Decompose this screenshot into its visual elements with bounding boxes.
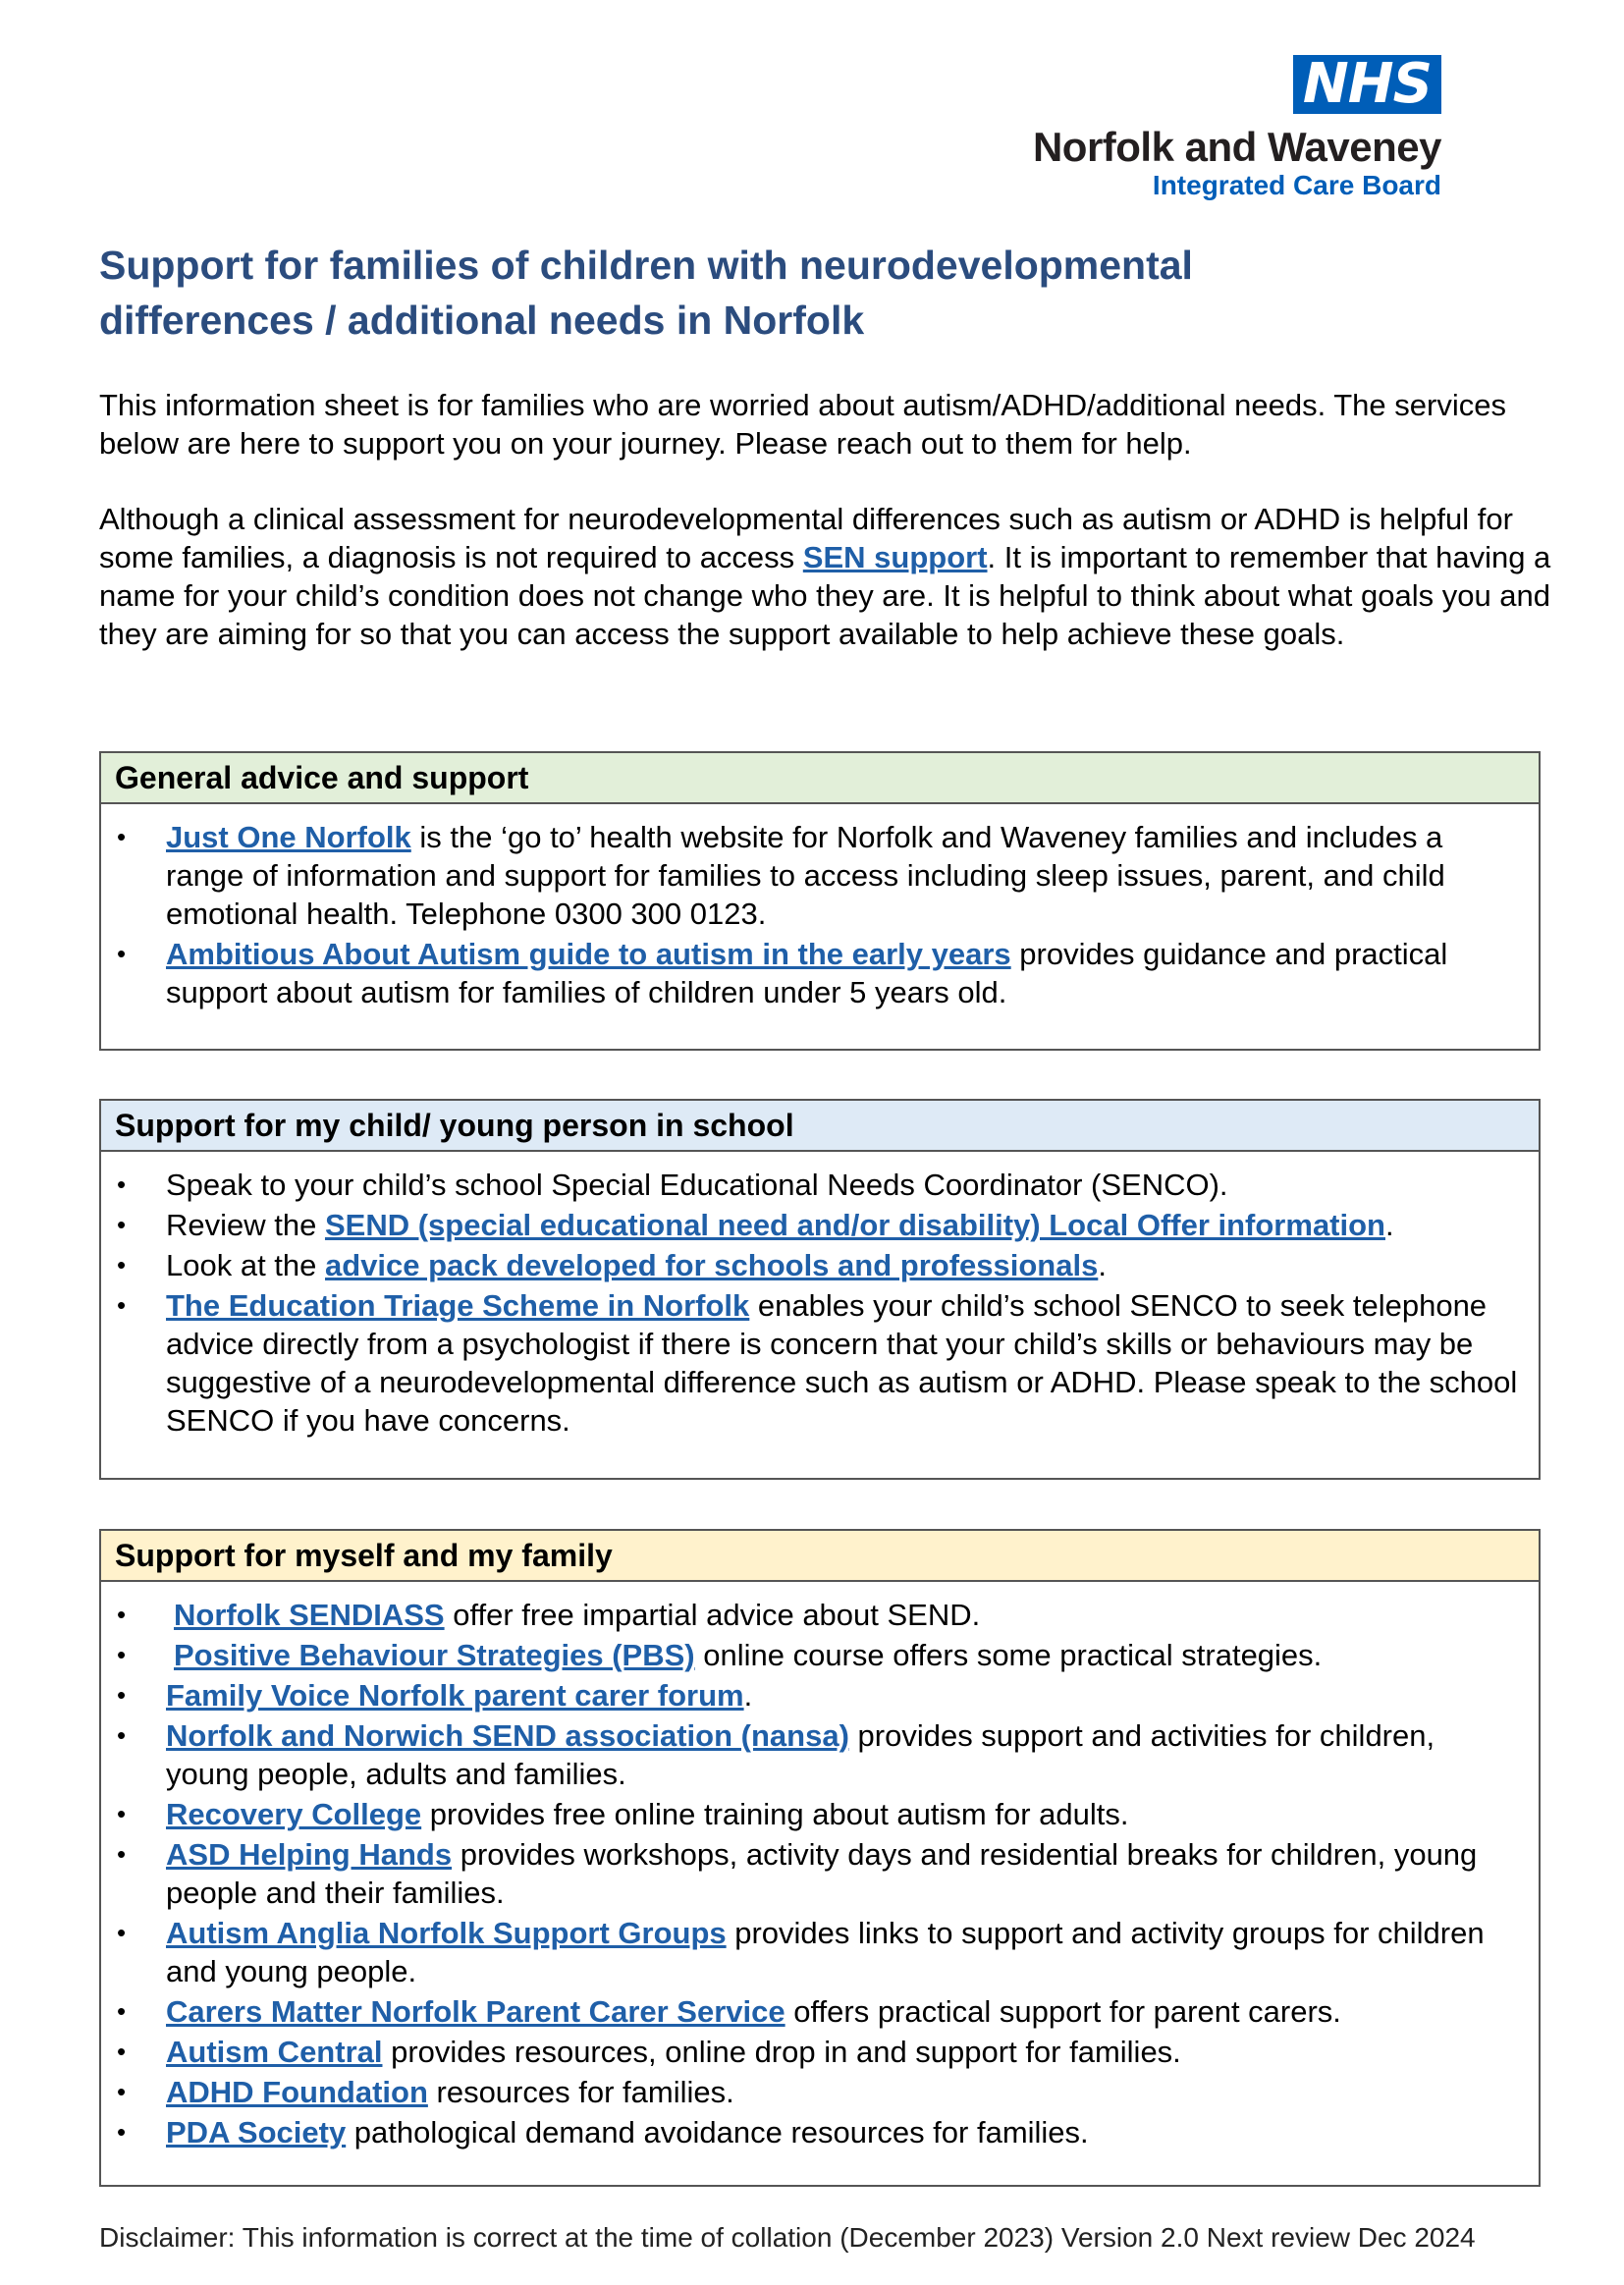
carers-matter-link[interactable]: Carers Matter Norfolk Parent Carer Service <box>166 1994 785 2029</box>
item-text: provides workshops, activity days and residential breaks for children, young people and their families. <box>166 1837 1478 1910</box>
item-text: Speak to your child’s school Special Educational Needs Coordinator (SENCO). <box>166 1168 1228 1202</box>
bullet-icon: • <box>117 2077 127 2106</box>
item-text: offer free impartial advice about SEND. <box>444 1598 981 1632</box>
item-text: . <box>1098 1248 1107 1282</box>
bullet-icon: • <box>117 1918 127 1947</box>
asd-helping-hands-link[interactable]: ASD Helping Hands <box>166 1837 453 1872</box>
list-item <box>101 1992 1519 2031</box>
autism-central-link[interactable]: Autism Central <box>166 2035 383 2069</box>
autism-anglia-link[interactable]: Autism Anglia Norfolk Support Groups <box>166 1916 727 1950</box>
list-item <box>101 818 1519 933</box>
bullet-icon: • <box>117 1170 127 1199</box>
item-text: provides resources, online drop in and support for families. <box>382 2035 1181 2069</box>
item-text: offers practical support for parent carers. <box>785 1994 1341 2029</box>
list-item <box>101 2033 1519 2071</box>
item-text: provides guidance and practical support about autism for families of children under 5 years old. <box>166 937 1448 1009</box>
item-text: . <box>1385 1208 1394 1242</box>
item-text: Review the <box>166 1208 325 1242</box>
nhs-logo <box>1032 52 1441 202</box>
recovery-college-link[interactable]: Recovery College <box>166 1797 422 1831</box>
list-item <box>101 1596 1519 1634</box>
pda-society-link[interactable]: PDA Society <box>166 2115 347 2149</box>
bullet-icon: • <box>117 1210 127 1239</box>
nhs-badge: NHS <box>1293 55 1441 114</box>
bullet-icon: • <box>117 1290 127 1320</box>
item-text: online course offers some practical strategies. <box>694 1638 1323 1672</box>
item-text: provides support and activities for children, young people, adults and families. <box>166 1718 1435 1791</box>
pbs-link[interactable]: Positive Behaviour Strategies (PBS) <box>174 1638 695 1672</box>
intro-paragraph-2 <box>99 500 1552 653</box>
intro-text-after: . It is important to remember that having a name for your child’s condition does not change who they are. It is helpful to think about what goals you and they are aiming for so that you can access the support available to help achieve these goals. <box>99 540 1551 651</box>
family-voice-link[interactable]: Family Voice Norfolk parent carer forum <box>166 1678 744 1713</box>
list-item <box>101 2073 1519 2111</box>
nansa-link[interactable]: Norfolk and Norwich SEND association (nansa) <box>166 1718 849 1753</box>
send-local-offer-link[interactable]: SEND (special educational need and/or disability) Local Offer information <box>324 1208 1385 1242</box>
list-item <box>101 1636 1519 1674</box>
item-text: . <box>743 1678 753 1713</box>
list-item <box>101 1166 1519 1204</box>
intro-paragraph-1: This information sheet is for families who are worried about autism/ADHD/additional needs. The services below are here to support you on your journey. Please reach out to them for help. <box>99 388 1506 461</box>
section-family-support <box>99 1529 1541 2187</box>
bullet-icon: • <box>117 1799 127 1828</box>
sen-support-link[interactable]: SEN support <box>802 540 988 574</box>
bullet-icon: • <box>117 822 127 851</box>
list-item <box>101 2113 1519 2151</box>
bullet-icon: • <box>117 2037 127 2066</box>
list-item <box>101 1914 1519 1990</box>
adhd-foundation-link[interactable]: ADHD Foundation <box>166 2075 428 2109</box>
section-general-advice <box>99 751 1541 1051</box>
bullet-icon: • <box>117 1720 127 1750</box>
list-item <box>101 1206 1519 1244</box>
list-item <box>101 1246 1519 1284</box>
section-school-support <box>99 1099 1541 1480</box>
section-heading: Support for my child/ young person in school <box>101 1101 1539 1152</box>
section-heading: Support for myself and my family <box>101 1531 1539 1582</box>
org-subtitle: Integrated Care Board <box>1152 170 1441 200</box>
just-one-norfolk-link[interactable]: Just One Norfolk <box>166 820 411 854</box>
ambitious-about-autism-link[interactable]: Ambitious About Autism guide to autism in the early years <box>166 937 1011 971</box>
bullet-icon: • <box>117 1839 127 1869</box>
item-text: enables your child’s school SENCO to seek telephone advice directly from a psychologist if there is concern that your child’s skills or behaviours may be suggestive of a neurodevelopmental difference such as autism or ADHD. Please speak to the school SENCO if you have concerns. <box>166 1288 1518 1438</box>
section-list <box>101 1582 1539 2151</box>
bullet-icon: • <box>117 939 127 968</box>
item-text: provides links to support and activity groups for children and young people. <box>166 1916 1485 1988</box>
org-name: Norfolk and Waveney <box>1032 124 1441 170</box>
disclaimer: Disclaimer: This information is correct at the time of collation (December 2023) Version 2.0 Next review Dec 2024 <box>99 2222 1476 2253</box>
bullet-icon: • <box>117 2117 127 2147</box>
list-item <box>101 1716 1519 1793</box>
item-text: pathological demand avoidance resources for families. <box>346 2115 1089 2149</box>
list-item <box>101 935 1519 1011</box>
bullet-icon: • <box>117 1600 127 1629</box>
list-item <box>101 1835 1519 1912</box>
intro-text-before: Although a clinical assessment for neurodevelopmental differences such as autism or ADHD is helpful for some families, a diagnosis is not required to access <box>99 502 1513 574</box>
list-item <box>101 1676 1519 1714</box>
section-list <box>101 804 1539 1011</box>
section-list <box>101 1152 1539 1440</box>
bullet-icon: • <box>117 1250 127 1279</box>
bullet-icon: • <box>117 1680 127 1710</box>
bullet-icon: • <box>117 1640 127 1669</box>
page-title: Support for families of children with neurodevelopmental differences / additional needs in Norfolk <box>99 243 1193 343</box>
item-text: provides free online training about autism for adults. <box>421 1797 1129 1831</box>
education-triage-link[interactable]: The Education Triage Scheme in Norfolk <box>166 1288 750 1323</box>
bullet-icon: • <box>117 1996 127 2026</box>
norfolk-sendiass-link[interactable]: Norfolk SENDIASS <box>174 1598 445 1632</box>
advice-pack-link[interactable]: advice pack developed for schools and professionals <box>325 1248 1099 1282</box>
section-heading: General advice and support <box>101 753 1539 804</box>
item-text: is the ‘go to’ health website for Norfolk and Waveney families and includes a range of information and support for families to access including sleep issues, parent, and child emotional health. Telephone 0300 300 0123. <box>166 820 1445 931</box>
item-text: Look at the <box>166 1248 326 1282</box>
item-text: resources for families. <box>427 2075 734 2109</box>
list-item <box>101 1286 1519 1440</box>
list-item <box>101 1795 1519 1833</box>
